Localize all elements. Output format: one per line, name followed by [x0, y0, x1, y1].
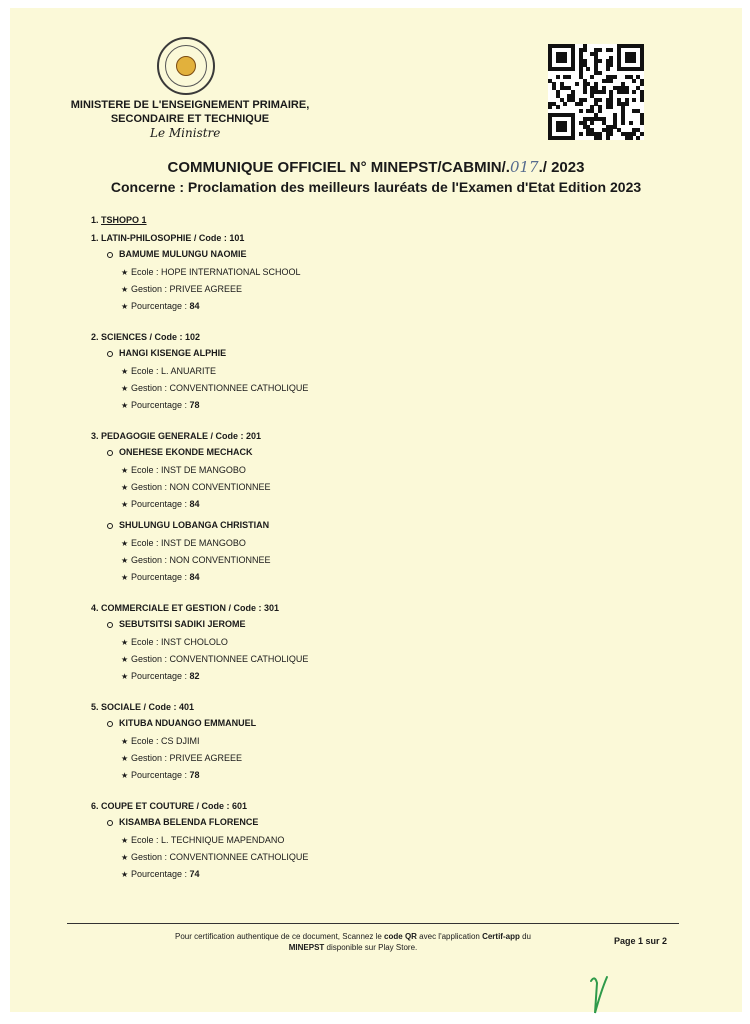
communique-title: COMMUNIQUE OFFICIEL N° MINEPST/CABMIN/.017./ 2023 [167, 158, 585, 176]
candidate-name: ONEHESE EKONDE MECHACK [107, 447, 253, 457]
section-heading: 6. COUPE ET COUTURE / Code : 601 [91, 801, 248, 811]
star-bullet-icon: ★ [121, 771, 129, 780]
ministry-name [70, 98, 310, 126]
star-bullet-icon: ★ [121, 836, 129, 845]
candidate-gestion: ★ Gestion : NON CONVENTIONNEE [121, 555, 271, 565]
candidate-ecole: ★ Ecole : INST DE MANGOBO [121, 538, 246, 548]
candidate-pourcentage: ★ Pourcentage : 78 [121, 770, 200, 780]
candidate-gestion: ★ Gestion : CONVENTIONNEE CATHOLIQUE [121, 852, 309, 862]
minister-signature: Le Ministre [150, 126, 221, 140]
qr-code-icon [548, 44, 644, 140]
circle-bullet-icon [107, 523, 113, 529]
star-bullet-icon: ★ [121, 638, 129, 647]
communique-subject: Concerne : Proclamation des meilleurs lauréats de l'Examen d'Etat Edition 2023 [110, 179, 642, 195]
star-bullet-icon: ★ [121, 285, 129, 294]
candidate-gestion: ★ Gestion : CONVENTIONNEE CATHOLIQUE [121, 654, 309, 664]
star-bullet-icon: ★ [121, 466, 129, 475]
candidate-pourcentage: ★ Pourcentage : 84 [121, 301, 200, 311]
candidate-ecole: ★ Ecole : INST DE MANGOBO [121, 465, 246, 475]
candidate-name: SEBUTSITSI SADIKI JEROME [107, 619, 246, 629]
star-bullet-icon: ★ [121, 556, 129, 565]
circle-bullet-icon [107, 820, 113, 826]
circle-bullet-icon [107, 622, 113, 628]
document-page [10, 8, 742, 1012]
candidate-name: KISAMBA BELENDA FLORENCE [107, 817, 258, 827]
candidate-pourcentage: ★ Pourcentage : 74 [121, 869, 200, 879]
handwritten-number: 017 [509, 158, 539, 176]
page-number: Page 1 sur 2 [614, 936, 668, 946]
candidate-ecole: ★ Ecole : INST CHOLOLO [121, 637, 228, 647]
candidate-gestion: ★ Gestion : PRIVEE AGREEE [121, 284, 243, 294]
star-bullet-icon: ★ [121, 500, 129, 509]
candidate-ecole: ★ Ecole : CS DJIMI [121, 736, 200, 746]
circle-bullet-icon [107, 721, 113, 727]
ministry-seal-icon [157, 37, 215, 95]
footer-certification-note: Pour certification authentique de ce document, Scannez le code QR avec l'application Certif-app du MINEPST disponible sur Play Store. [175, 932, 531, 952]
star-bullet-icon: ★ [121, 655, 129, 664]
section-heading: 5. SOCIALE / Code : 401 [91, 702, 195, 712]
candidate-name: BAMUME MULUNGU NAOMIE [107, 249, 247, 259]
star-bullet-icon: ★ [121, 384, 129, 393]
candidate-pourcentage: ★ Pourcentage : 78 [121, 400, 200, 410]
star-bullet-icon: ★ [121, 672, 129, 681]
candidate-gestion: ★ Gestion : CONVENTIONNEE CATHOLIQUE [121, 383, 309, 393]
candidate-gestion: ★ Gestion : NON CONVENTIONNEE [121, 482, 271, 492]
province-heading: 1. TSHOPO 1 [91, 215, 147, 225]
star-bullet-icon: ★ [121, 367, 129, 376]
candidate-gestion: ★ Gestion : PRIVEE AGREEE [121, 753, 243, 763]
ministry-line-1: MINISTERE DE L'ENSEIGNEMENT PRIMAIRE, [70, 99, 310, 111]
star-bullet-icon: ★ [121, 268, 129, 277]
circle-bullet-icon [107, 351, 113, 357]
candidate-name: SHULUNGU LOBANGA CHRISTIAN [107, 520, 269, 530]
star-bullet-icon: ★ [121, 870, 129, 879]
section-heading: 4. COMMERCIALE ET GESTION / Code : 301 [91, 603, 280, 613]
section-heading: 2. SCIENCES / Code : 102 [91, 332, 201, 342]
candidate-name: KITUBA NDUANGO EMMANUEL [107, 718, 256, 728]
candidate-pourcentage: ★ Pourcentage : 84 [121, 572, 200, 582]
candidate-ecole: ★ Ecole : HOPE INTERNATIONAL SCHOOL [121, 267, 301, 277]
footer-divider [67, 923, 679, 924]
section-heading: 3. PEDAGOGIE GENERALE / Code : 201 [91, 431, 262, 441]
candidate-name: HANGI KISENGE ALPHIE [107, 348, 226, 358]
candidate-ecole: ★ Ecole : L. TECHNIQUE MAPENDANO [121, 835, 285, 845]
candidate-pourcentage: ★ Pourcentage : 82 [121, 671, 200, 681]
circle-bullet-icon [107, 252, 113, 258]
initial-mark-icon [587, 973, 611, 1019]
section-heading: 1. LATIN-PHILOSOPHIE / Code : 101 [91, 233, 245, 243]
star-bullet-icon: ★ [121, 302, 129, 311]
candidate-ecole: ★ Ecole : L. ANUARITE [121, 366, 217, 376]
ministry-line-2: SECONDAIRE ET TECHNIQUE [110, 113, 270, 125]
star-bullet-icon: ★ [121, 401, 129, 410]
star-bullet-icon: ★ [121, 853, 129, 862]
star-bullet-icon: ★ [121, 539, 129, 548]
star-bullet-icon: ★ [121, 754, 129, 763]
star-bullet-icon: ★ [121, 573, 129, 582]
star-bullet-icon: ★ [121, 737, 129, 746]
star-bullet-icon: ★ [121, 483, 129, 492]
candidate-pourcentage: ★ Pourcentage : 84 [121, 499, 200, 509]
circle-bullet-icon [107, 450, 113, 456]
